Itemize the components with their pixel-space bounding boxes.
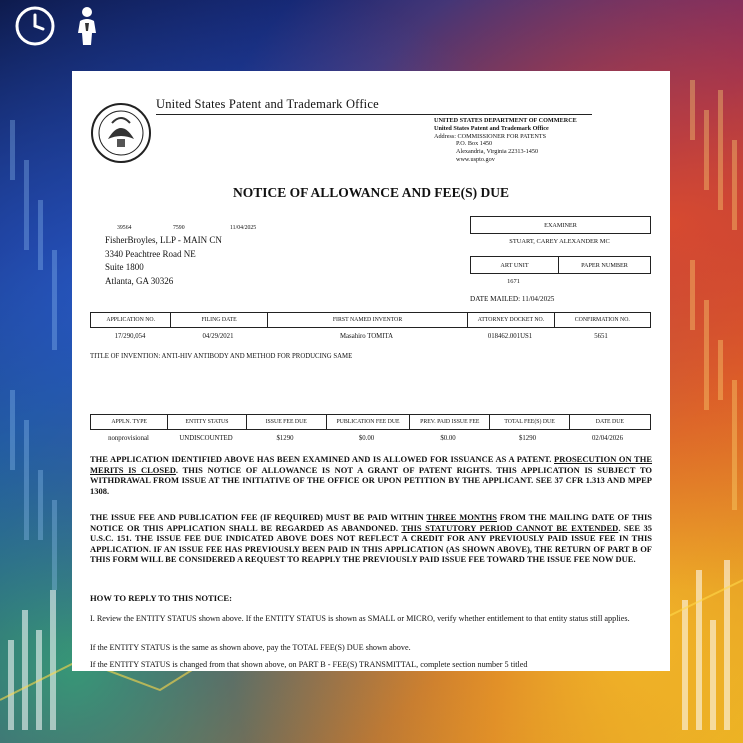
dept-line: United States Patent and Trademark Office: [434, 124, 549, 132]
header-cell: ATTORNEY DOCKET NO.: [468, 313, 554, 327]
value-cell: $1290: [276, 435, 294, 442]
value-cell: $1290: [519, 435, 536, 442]
value-cell: 5651: [594, 333, 608, 340]
para-underlined-text: THIS STATUTORY PERIOD CANNOT BE EXTENDED: [401, 522, 619, 533]
notice-document: [72, 71, 670, 671]
address-code-2: 7590: [173, 225, 185, 231]
address-code-1: 39564: [117, 225, 132, 231]
value-cell: nonprovisional: [108, 435, 149, 442]
fee-paragraph: [90, 512, 652, 565]
para-text: . THIS NOTICE OF ALLOWANCE IS NOT A GRANT OF PATENT RIGHTS. THIS APPLICATION IS SUBJECT TO WITHDRAWAL FROM ISSUE AT THE INITIATIVE OF THE OFFICE OR UPON PETITION BY THE APPLICANT. SEE 37 CFR 1.313 AND MPEP 1308.: [90, 464, 652, 496]
date-mailed: DATE MAILED: 11/04/2025: [470, 295, 555, 303]
person-icon[interactable]: [66, 5, 108, 47]
uspto-seal-icon: [90, 99, 152, 167]
para-text: THE ISSUE FEE AND PUBLICATION FEE (IF REQUIRED) MUST BE PAID WITHIN: [90, 512, 427, 522]
dept-line: www.uspto.gov: [456, 155, 495, 163]
dept-line: Alexandria, Virginia 22313-1450: [456, 148, 539, 156]
header-cell: ENTITY STATUS: [168, 415, 246, 429]
dept-line: Address: COMMISSIONER FOR PATENTS: [434, 132, 547, 140]
fee-header-row: [90, 414, 651, 430]
title-of-invention: TITLE OF INVENTION: ANTI-HIV ANTIBODY AND METHOD FOR PRODUCING SAME: [90, 353, 353, 360]
address-line: Atlanta, GA 30326: [105, 275, 174, 286]
value-cell: 04/29/2021: [202, 333, 234, 340]
examiner-name: STUART, CAREY ALEXANDER MC: [509, 238, 610, 245]
value-cell: 018462.001US1: [487, 333, 533, 340]
value-cell: 17/290,054: [114, 333, 146, 340]
header-cell: DATE DUE: [595, 419, 624, 425]
clock-icon[interactable]: [14, 5, 56, 47]
header-cell: FILING DATE: [171, 313, 267, 327]
instruction-2: If the ENTITY STATUS is the same as shown above, pay the TOTAL FEE(S) DUE shown above.: [90, 643, 411, 652]
header-cell: PREV. PAID ISSUE FEE: [410, 415, 490, 429]
value-cell: UNDISCOUNTED: [179, 435, 233, 442]
application-header-row: [90, 312, 651, 328]
header-cell: PUBLICATION FEE DUE: [327, 415, 410, 429]
top-icon-bar: [14, 5, 108, 47]
para-text: FROM THE MAILING DATE OF THIS NOTICE OR THIS APPLICATION SHALL BE REGARDED AS ABANDONED.: [90, 512, 653, 533]
header-divider: [156, 114, 592, 115]
para-text: . SEE 35 U.S.C. 151. THE ISSUE FEE DUE INDICATED ABOVE DOES NOT REFLECT A CREDIT FOR ANY PREVIOUSLY PAID ISSUE FEE IN THIS APPLICATION. IF AN ISSUE FEE HAS PREVIOUSLY BEEN PAID IN THIS APPLICATION (AS SHOWN ABOVE), THE RETURN OF PART B OF THIS FORM WILL BE CONSIDERED A REQUEST TO REAPPLY THE PREVIOUSLY PAID ISSUE FEE TOWARD THE ISSUE FEE NOW DUE.: [90, 522, 652, 564]
instruction-3: If the ENTITY STATUS is changed from that shown above, on PART B - FEE(S) TRANSMITTAL, complete section number 5 titled: [90, 660, 528, 669]
address-line: 3340 Peachtree Road NE: [105, 248, 196, 259]
art-unit-label: ART UNIT: [470, 256, 559, 274]
notice-title: NOTICE OF ALLOWANCE AND FEE(S) DUE: [233, 185, 509, 200]
para-underlined-text: PROSECUTION ON THE MERITS IS CLOSED: [90, 454, 653, 475]
instruction-1: I. Review the ENTITY STATUS shown above. If the ENTITY STATUS is shown as SMALL or MICRO, verify whether entitlement to that entity status still applies.: [90, 614, 630, 623]
header-cell: APPLICATION NO.: [91, 313, 171, 327]
application-value-row: [90, 333, 651, 340]
dept-line: P.O. Box 1450: [456, 140, 493, 148]
paper-number-label: PAPER NUMBER: [558, 256, 651, 274]
address-line: Suite 1800: [105, 262, 144, 272]
correspondence-address: [105, 234, 222, 288]
value-cell: 02/04/2026: [592, 435, 623, 442]
address-date: 11/04/2025: [230, 225, 257, 231]
para-text: THE APPLICATION IDENTIFIED ABOVE HAS BEEN EXAMINED AND IS ALLOWED FOR ISSUANCE AS A PATENT.: [90, 454, 552, 464]
header-cell: APPLN. TYPE: [91, 415, 168, 429]
value-cell: Masahiro TOMITA: [339, 333, 393, 340]
office-title: United States Patent and Trademark Office: [156, 97, 379, 111]
department-address: [434, 117, 577, 164]
dept-line: UNITED STATES DEPARTMENT OF COMMERCE: [434, 117, 577, 124]
header-cell: FIRST NAMED INVENTOR: [268, 313, 469, 327]
value-cell: $0.00: [440, 435, 456, 442]
value-cell: $0.00: [358, 435, 375, 442]
header-cell: TOTAL FEE(S) DUE: [490, 415, 569, 429]
how-to-reply-heading: HOW TO REPLY TO THIS NOTICE:: [90, 593, 232, 603]
fee-value-row: [90, 435, 651, 442]
art-unit-value: 1671: [507, 278, 520, 285]
header-cell: CONFIRMATION NO.: [574, 317, 630, 323]
header-cell: ISSUE FEE DUE: [247, 415, 327, 429]
examiner-label: EXAMINER: [470, 216, 651, 234]
allowance-paragraph: [90, 454, 652, 496]
address-line: FisherBroyles, LLP - MAIN CN: [105, 235, 222, 245]
para-underlined-text: THREE MONTHS: [426, 512, 497, 522]
